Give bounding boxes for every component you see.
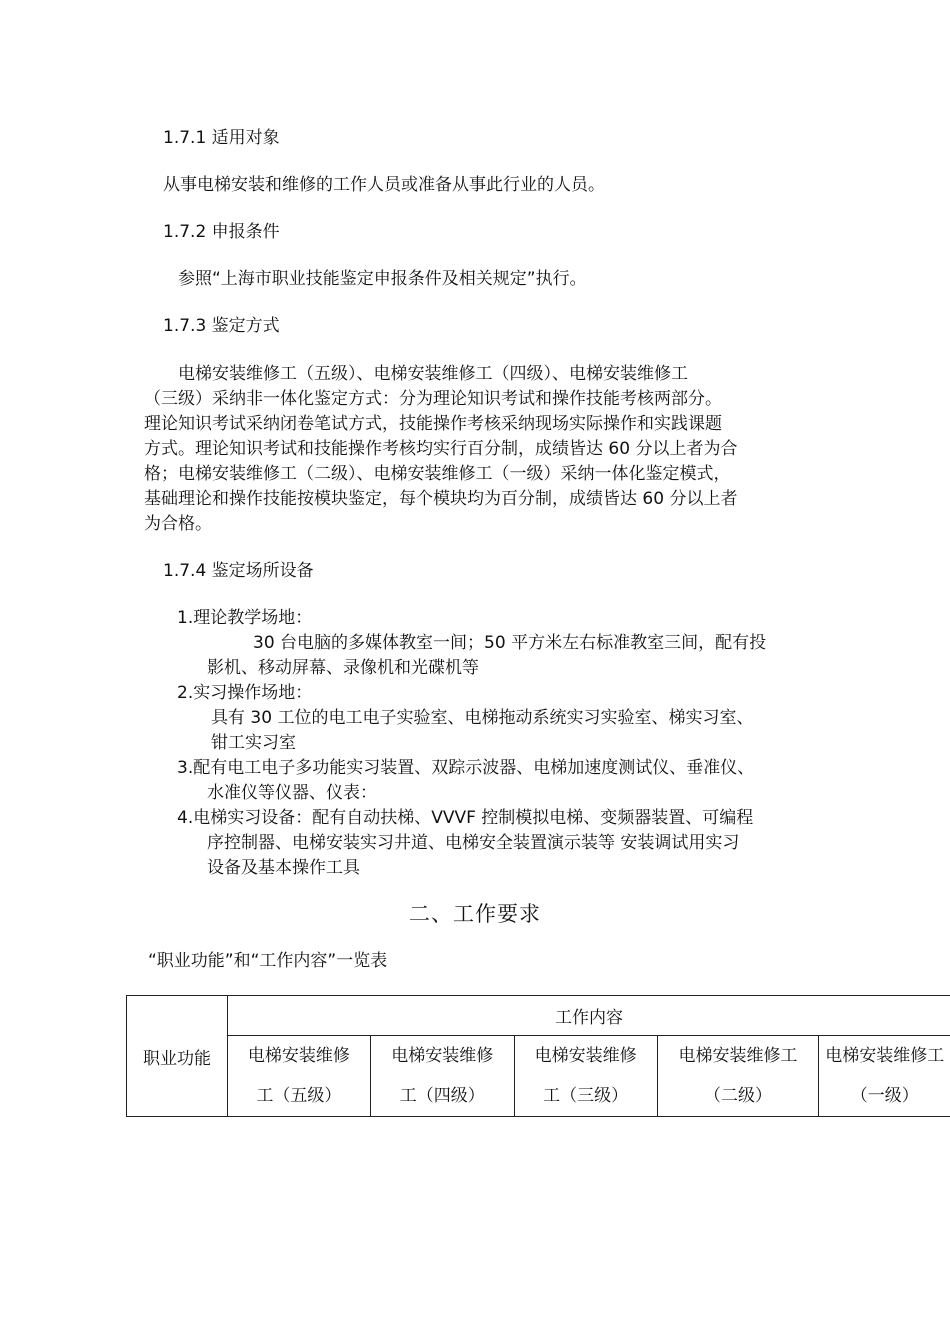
table-caption: “职业功能”和“工作内容”一览表 (148, 951, 388, 971)
table-header-line: （二级） (704, 1086, 773, 1106)
heading-1-7-4: 1.7.4 鉴定场所设备 (163, 561, 314, 581)
heading-1-7-3: 1.7.3 鉴定方式 (163, 316, 280, 336)
work-content-table (126, 995, 950, 1117)
table-header-line: 电梯安装维修 (247, 1046, 350, 1066)
table-header-line: 电梯安装维修工 (678, 1046, 798, 1066)
table-header-line: 工（五级） (256, 1086, 342, 1106)
table-header-level-3 (514, 1036, 657, 1117)
heading-1-7-2: 1.7.2 申报条件 (163, 222, 280, 242)
chapter-title: 二、工作要求 (409, 902, 541, 926)
table-header-level-4 (370, 1036, 514, 1117)
list-item-label: 1.理论教学场地： (177, 608, 313, 628)
paragraph-line: 格；电梯安装维修工（二级）、电梯安装维修工（一级）采纳一体化鉴定模式， (144, 464, 731, 484)
list-item-label: 2.实习操作场地： (177, 683, 313, 703)
list-item-label: 4.电梯实习设备：配有自动扶梯、VVVF 控制模拟电梯、变频器装置、可编程 (177, 808, 754, 828)
paragraph-line: 电梯安装维修工（五级）、电梯安装维修工（四级）、电梯安装维修工 (178, 364, 688, 384)
list-item-line: 具有 30 工位的电工电子实验室、电梯拖动系统实习实验室、梯实习室、 (211, 708, 754, 728)
table-header-line: 电梯安装维修 (534, 1046, 637, 1066)
table-header-line: 电梯安装维修工 (825, 1046, 945, 1066)
list-item-line: 序控制器、电梯安装实习井道、电梯安全装置演示装等 安装调试用实习 (207, 833, 740, 853)
table-header-level-2 (657, 1036, 819, 1117)
paragraph-line: 基础理论和操作技能按模块鉴定，每个模块均为百分制，成绩皆达 60 分以上者 (144, 489, 738, 509)
table-header-level-1 (819, 1036, 950, 1117)
table-header-line: （一级） (850, 1086, 919, 1106)
table-header-line: 工（四级） (399, 1086, 485, 1106)
paragraph-line: 理论知识考试采纳闭卷笔试方式，技能操作考核采纳现场实际操作和实践课题 (144, 414, 722, 434)
list-item-line: 设备及基本操作工具 (207, 858, 360, 878)
list-item-line: 30 台电脑的多媒体教室一间；50 平方米左右标准教室三间，配有投 (253, 633, 767, 653)
paragraph-line: 为合格。 (144, 514, 212, 534)
paragraph-application-conditions: 参照“上海市职业技能鉴定申报条件及相关规定”执行。 (178, 269, 587, 289)
list-item-label: 3.配有电工电子多功能实习装置、双踪示波器、电梯加速度测试仪、垂准仪、 (177, 758, 755, 778)
table-header-level-5 (227, 1036, 370, 1117)
paragraph-line: （三级）采纳非一体化鉴定方式：分为理论知识考试和操作技能考核两部分。 (144, 389, 722, 409)
heading-1-7-1: 1.7.1 适用对象 (163, 128, 280, 148)
table-header-job-function: 职业功能 (127, 996, 228, 1117)
list-item-line: 钳工实习室 (211, 733, 296, 753)
list-item-line: 水准仪等仪器、仪表： (207, 783, 377, 803)
table-header-line: 工（三级） (543, 1086, 629, 1106)
paragraph-applicable-target: 从事电梯安装和维修的工作人员或准备从事此行业的人员。 (163, 175, 605, 195)
list-item-line: 影机、移动屏幕、录像机和光碟机等 (207, 658, 479, 678)
table-header-work-content: 工作内容 (227, 996, 950, 1036)
table-header-line: 电梯安装维修 (391, 1046, 494, 1066)
paragraph-line: 方式。理论知识考试和技能操作考核均实行百分制，成绩皆达 60 分以上者为合 (144, 439, 738, 459)
